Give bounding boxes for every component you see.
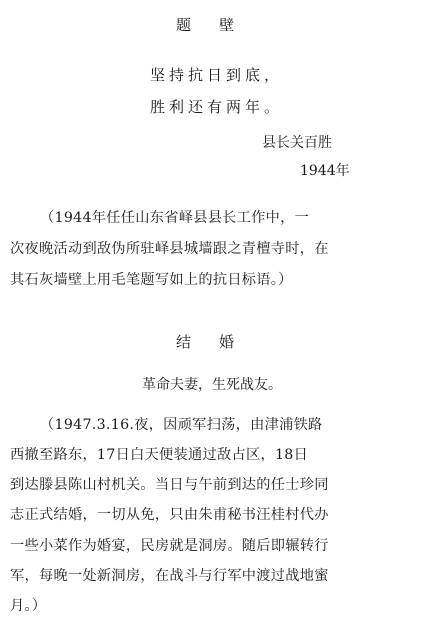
note-line: （1947.3.16.夜，因顽军扫荡，由津浦铁路 (40, 417, 323, 433)
note-line: 军，每晚一处新洞房，在战斗与行军中渡过战地蜜 (10, 568, 329, 584)
poem-line-1: 坚持抗日到底， (150, 66, 284, 84)
signature-date: 1944年 (300, 163, 350, 179)
note-line: 到达滕县陈山村机关。当日与午前到达的任士珍同 (10, 477, 329, 493)
note-line: 志正式结婚，一切从免，只由朱甫秘书汪桂村代办 (10, 507, 329, 523)
note-line: 其石灰墙壁上用毛笔题写如上的抗日标语。） (10, 272, 293, 288)
section-title-tibi: 题壁 (176, 16, 263, 34)
note-line: 一些小菜作为婚宴，民房就是洞房。随后即辗转行 (10, 538, 329, 554)
author-signature: 县长关百胜 (262, 135, 332, 151)
poem-line-2: 胜利还有两年。 (150, 98, 284, 116)
poem-line-3: 革命夫妻，生死战友。 (142, 377, 282, 393)
section-title-jiehun: 结婚 (176, 333, 263, 351)
note-line: 西撤至路东，17日白天便装通过敌占区，18日 (10, 447, 309, 463)
note-line: 次夜晚活动到敌伪所驻峄县城墙跟之青檀寺时，在 (10, 241, 329, 257)
note-line: （1944年任任山东省峄县县长工作中，一 (40, 210, 310, 226)
note-line: 月。） (10, 598, 47, 614)
